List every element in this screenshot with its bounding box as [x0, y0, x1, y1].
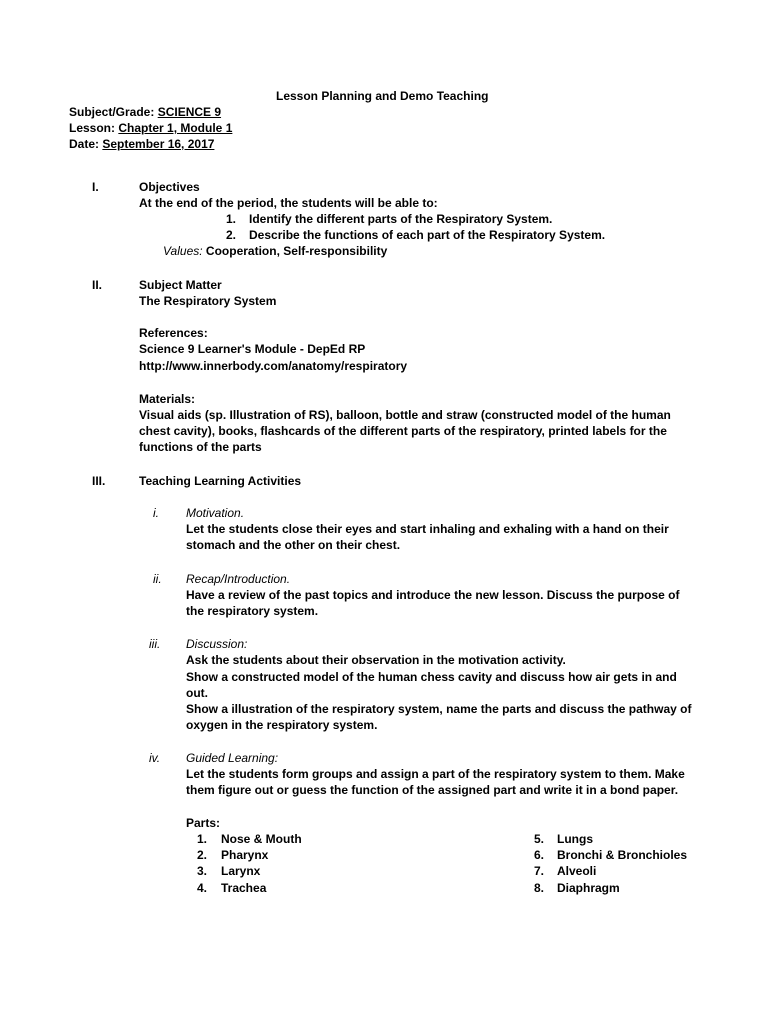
date-label: Date:: [69, 137, 103, 151]
activity-line: out.: [186, 686, 208, 700]
activity-line: the respiratory system.: [186, 604, 319, 618]
materials-heading: Materials:: [139, 392, 196, 406]
activity-number: iii.: [149, 637, 161, 651]
lesson-label: Lesson:: [69, 121, 119, 135]
page-title: Lesson Planning and Demo Teaching: [276, 89, 489, 103]
part-number: 3.: [197, 864, 208, 878]
activity-line: oxygen in the respiratory system.: [186, 718, 378, 732]
activity-line: them figure out or guess the function of the assigned part and write it in a bond paper.: [186, 783, 679, 797]
values-line: [163, 243, 387, 259]
part-number: 8.: [534, 881, 545, 895]
section-number-activities: III.: [92, 474, 106, 488]
section-number-subject-matter: II.: [92, 278, 103, 292]
section-heading-activities: Teaching Learning Activities: [139, 474, 302, 488]
subject-line: [69, 104, 221, 120]
activity-title: Recap/Introduction.: [186, 572, 291, 586]
activity-title: Discussion:: [186, 637, 248, 651]
section-heading-subject-matter: Subject Matter: [139, 278, 222, 292]
section-heading-objectives: Objectives: [139, 180, 200, 194]
part-number: 7.: [534, 864, 545, 878]
part-number: 6.: [534, 848, 545, 862]
part-name: Lungs: [557, 832, 593, 846]
objective-text: Identify the different parts of the Respiratory System.: [249, 212, 553, 226]
subject-value: SCIENCE 9: [157, 105, 222, 119]
subject-topic: The Respiratory System: [139, 294, 277, 308]
part-name: Bronchi & Bronchioles: [557, 848, 688, 862]
parts-label: Parts:: [186, 816, 221, 830]
references-heading: References:: [139, 326, 208, 340]
part-name: Diaphragm: [557, 881, 620, 895]
materials-line: functions of the parts: [139, 440, 262, 454]
date-line: [69, 136, 214, 152]
lesson-value: Chapter 1, Module 1: [118, 121, 233, 135]
objective-number: 1.: [226, 212, 237, 226]
reference-item: Science 9 Learner's Module - DepEd RP: [139, 342, 366, 356]
objectives-intro: At the end of the period, the students will be able to:: [139, 196, 438, 210]
activity-line: Have a review of the past topics and introduce the new lesson. Discuss the purpose of: [186, 588, 680, 602]
activity-number: iv.: [149, 751, 161, 765]
part-number: 5.: [534, 832, 545, 846]
reference-item: http://www.innerbody.com/anatomy/respiratory: [139, 359, 408, 373]
activity-line: Show a illustration of the respiratory system, name the parts and discuss the pathway of: [186, 702, 692, 716]
objective-number: 2.: [226, 228, 237, 242]
values-text: Cooperation, Self-responsibility: [202, 244, 388, 258]
objective-text: Describe the functions of each part of the Respiratory System.: [249, 228, 606, 242]
part-name: Larynx: [221, 864, 261, 878]
part-name: Nose & Mouth: [221, 832, 302, 846]
activity-line: Let the students form groups and assign a part of the respiratory system to them. Make: [186, 767, 685, 781]
materials-line: chest cavity), books, flashcards of the different parts of the respiratory, printed labels for the: [139, 424, 667, 438]
part-number: 4.: [197, 881, 208, 895]
subject-label: Subject/Grade:: [69, 105, 158, 119]
section-number-objectives: I.: [92, 180, 99, 194]
activity-line: Let the students close their eyes and start inhaling and exhaling with a hand on their: [186, 522, 669, 536]
activity-number: i.: [153, 506, 159, 520]
activity-number: ii.: [153, 572, 162, 586]
part-number: 2.: [197, 848, 208, 862]
part-number: 1.: [197, 832, 208, 846]
part-name: Pharynx: [221, 848, 269, 862]
values-label: Values:: [163, 244, 203, 258]
activity-line: Show a constructed model of the human chess cavity and discuss how air gets in and: [186, 670, 677, 684]
activity-line: Ask the students about their observation in the motivation activity.: [186, 653, 566, 667]
part-name: Trachea: [221, 881, 267, 895]
activity-title: Guided Learning:: [186, 751, 279, 765]
activity-title: Motivation.: [186, 506, 245, 520]
materials-line: Visual aids (sp. Illustration of RS), balloon, bottle and straw (constructed model of the human: [139, 408, 671, 422]
part-name: Alveoli: [557, 864, 597, 878]
date-value: September 16, 2017: [102, 137, 215, 151]
activity-line: stomach and the other on their chest.: [186, 538, 401, 552]
lesson-line: [69, 120, 232, 136]
